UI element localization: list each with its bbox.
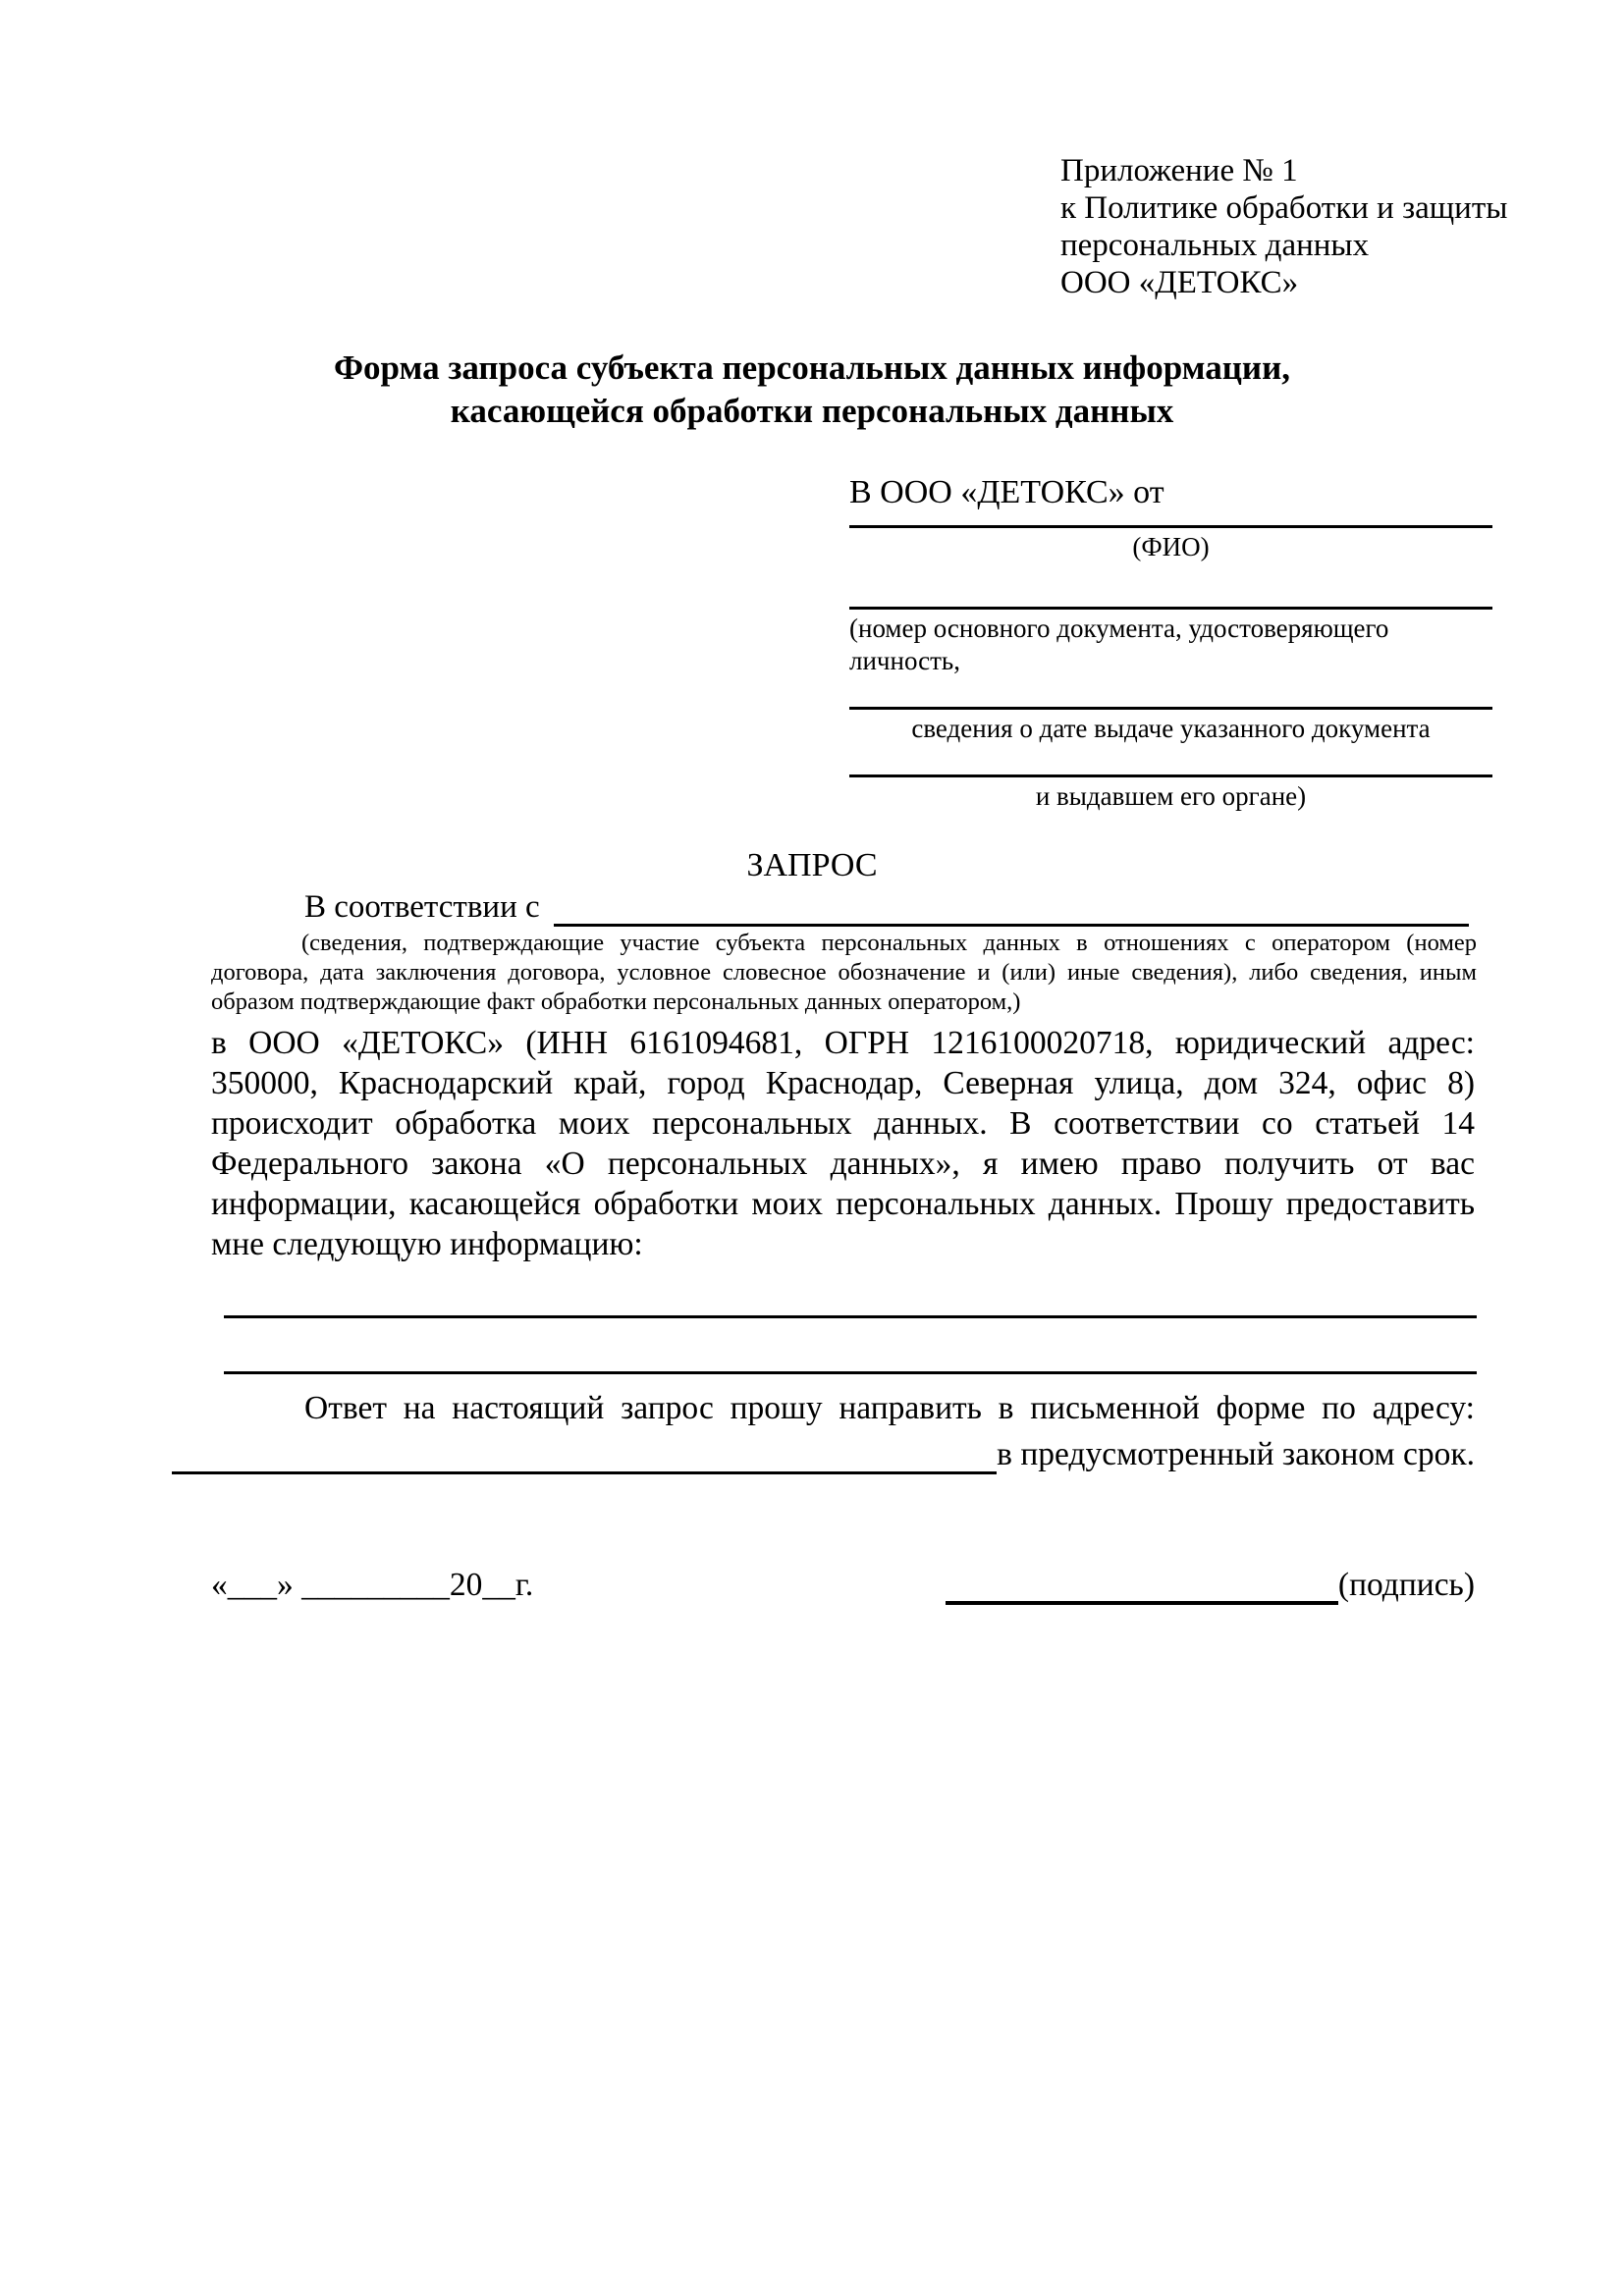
date-blank-field[interactable]: «___» _________20__г. [211,1567,534,1603]
request-heading: ЗАПРОС [746,847,878,883]
request-body-text: в ООО «ДЕТОКС» (ИНН 6161094681, ОГРН 1216100020718, юридический адрес: 350000, Краснодарский край, город Краснодар, Северная улица, дом 324, офис 8) происходит обработка моих персональных данных. В соответствии со статьей 14 Федерального закона «О персональных данных», я имею право получить от вас информации, касающейся обработки моих персональных данных. Прошу предоставить мне следующую информацию: [211,1025,1475,1262]
appendix-line: персональных данных [1060,228,1370,263]
form-title-line1: Форма запроса субъекта персональных данных информации, [333,348,1291,387]
signature-caption: (подпись) [1337,1567,1475,1603]
appendix-line: Приложение № 1 [1060,153,1298,188]
address-input-line[interactable] [172,1438,997,1474]
accordance-line [211,887,1469,927]
document-number-caption: (номер основного документа, удостоверяющего личность, [849,614,1389,675]
form-title-line2: касающейся обработки персональных данных [450,392,1174,430]
appendix-line: к Политике обработки и защиты [1060,190,1508,226]
info-input-line-1[interactable] [224,1315,1477,1318]
reply-tail-row [172,1434,1475,1474]
issue-date-caption: сведения о дате выдаче указанного документа [911,714,1431,743]
addressee-block [849,474,1492,813]
info-input-line-2[interactable] [224,1371,1477,1374]
footnote-text: (сведения, подтверждающие участие субъекта персональных данных в отношениях с оператором (номер договора, дата заключения договора, условное словесное обозначение и (или) иные сведения), либо сведения, иным образом подтверждающие факт обработки персональных данных оператором,) [211,930,1477,1015]
appendix-line: ООО «ДЕТОКС» [1060,265,1299,300]
issuer-caption: и выдавшем его органе) [1035,781,1307,811]
appendix-header [1060,152,1565,301]
signature-area [946,1565,1475,1605]
fio-caption: (ФИО) [1132,532,1210,561]
signature-row [211,1565,1475,1605]
reply-request-text: Ответ на настоящий запрос прошу направить в письменной форме по адресу: [304,1390,1475,1426]
signature-input-line[interactable] [946,1568,1338,1605]
accordance-prefix: В соответствии с [304,889,540,925]
reply-tail-text: в предусмотренный законом срок. [997,1436,1475,1472]
accordance-input-line[interactable] [554,890,1469,927]
form-title [118,347,1506,433]
addressee-to-line: В ООО «ДЕТОКС» от [849,474,1164,510]
